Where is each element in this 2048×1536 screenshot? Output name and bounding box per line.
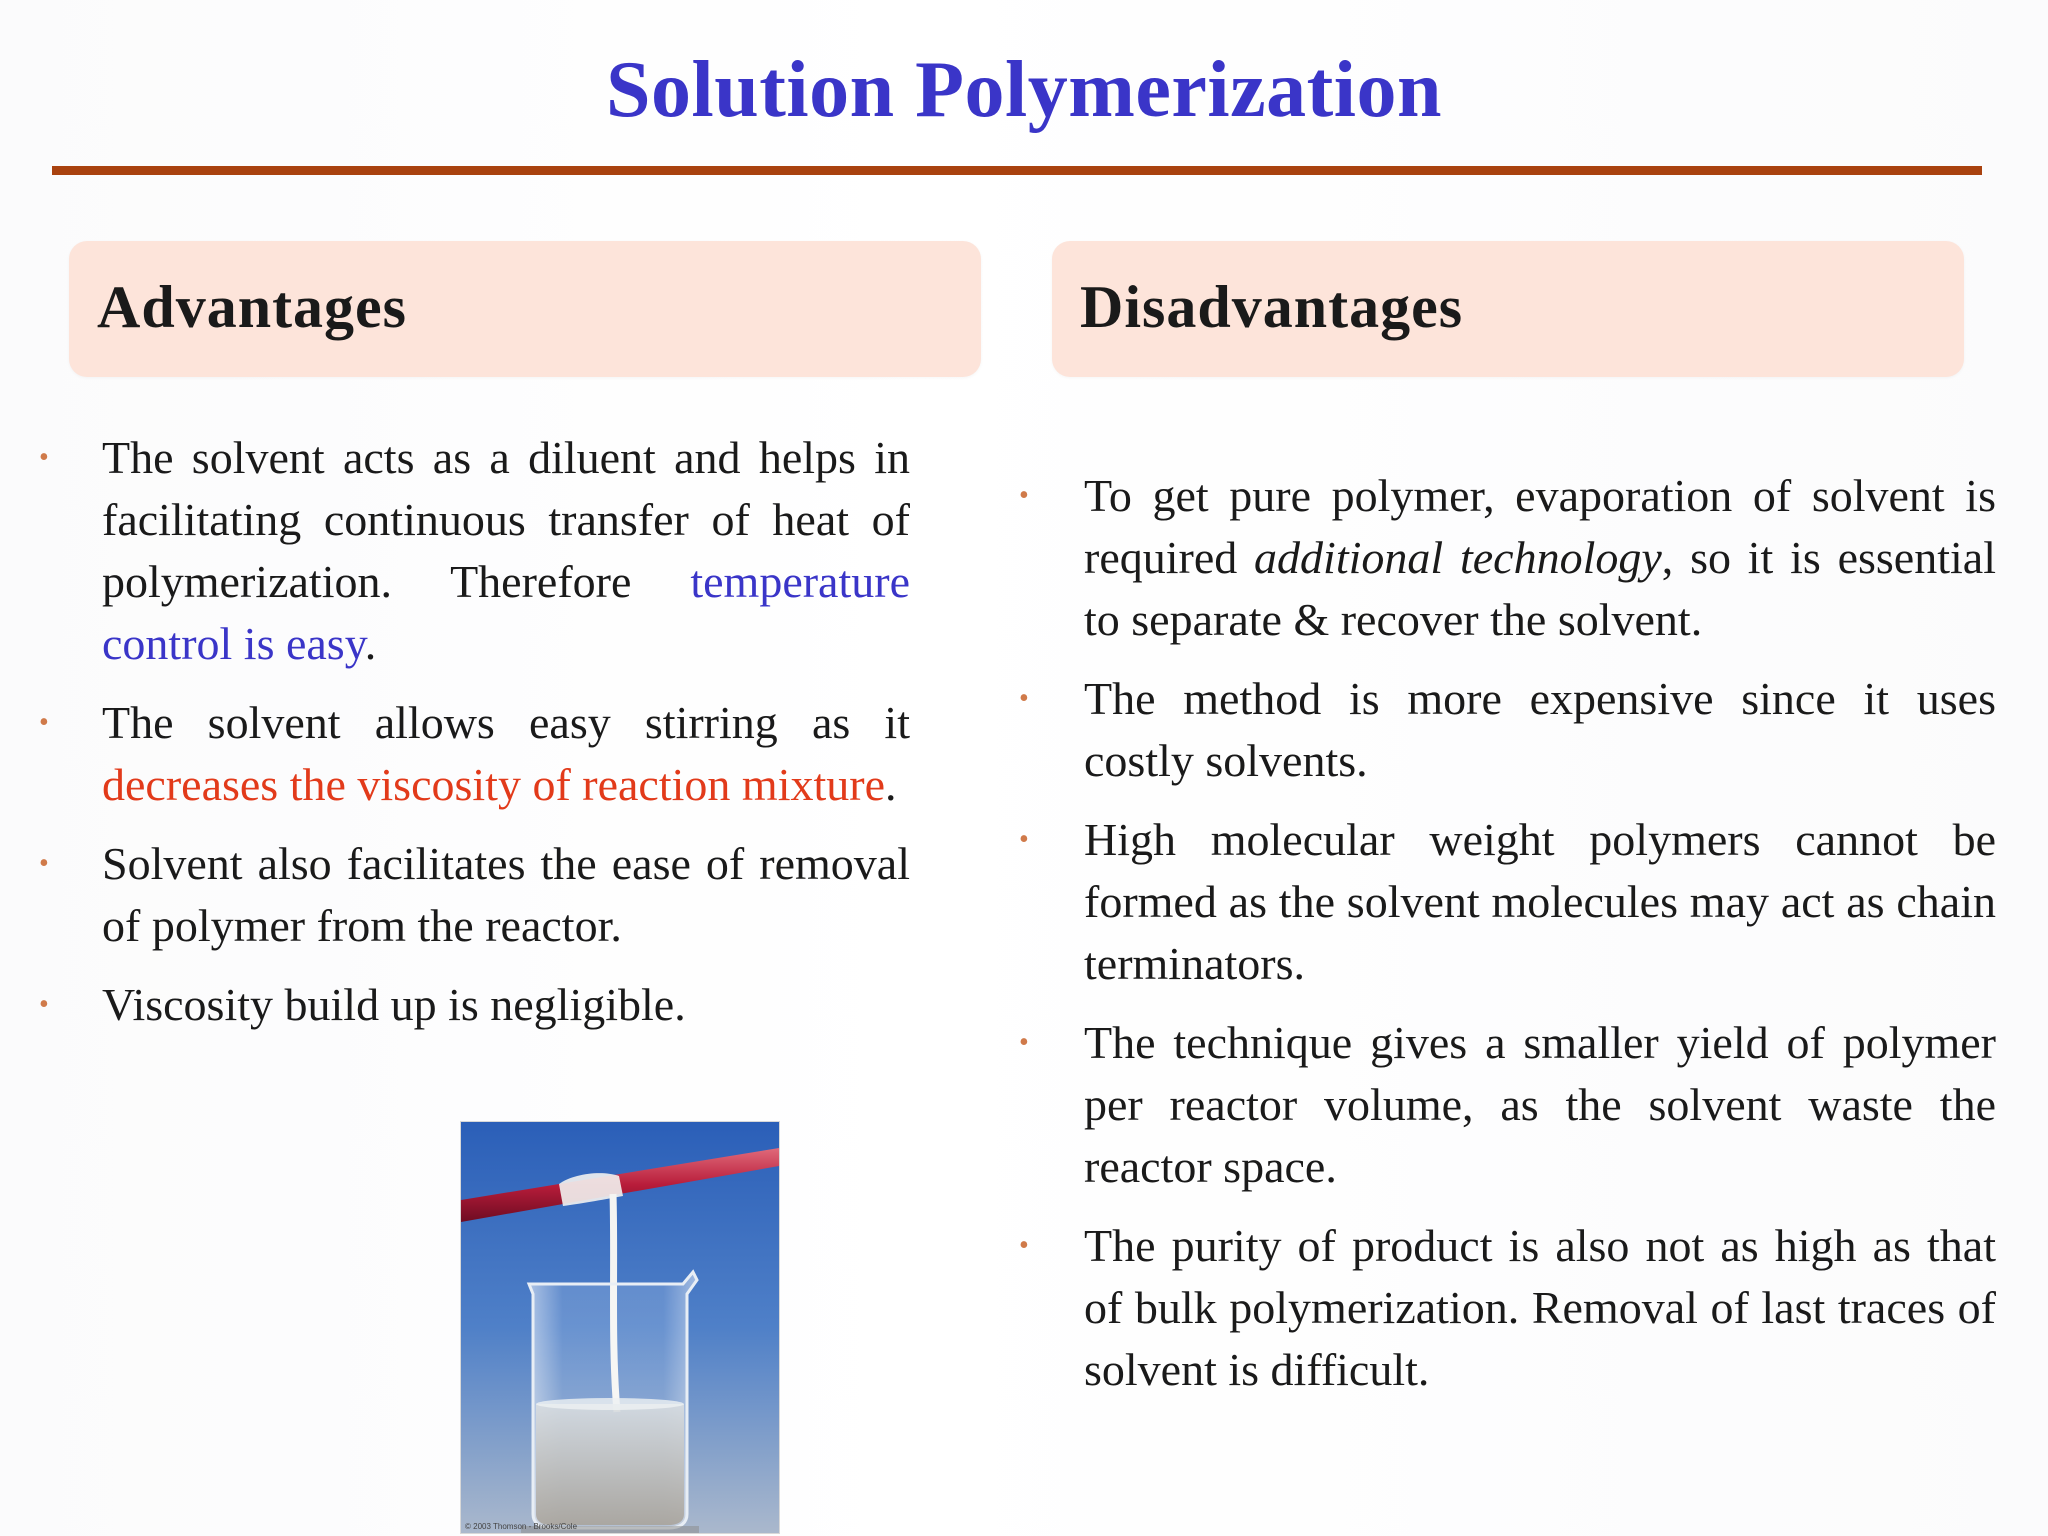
advantages-heading: Advantages [97, 274, 408, 340]
disadvantage-text-end: , so it is essential to separate & recover the solvent. [1084, 532, 1996, 645]
disadvantage-text: The technique gives a smaller yield of polymer per reactor volume, as the solvent waste the reactor space. [1084, 1017, 1996, 1192]
disadvantage-item [1019, 668, 1996, 792]
disadvantage-item [1019, 465, 1996, 651]
disadvantage-item [1019, 809, 1996, 995]
advantage-item [39, 974, 910, 1036]
bullet-icon: • [39, 707, 49, 738]
advantage-highlight: decreases the viscosity of reaction mixture [102, 759, 885, 810]
bullet-icon: • [39, 848, 49, 879]
polymer-beaker-photo [460, 1121, 780, 1534]
bullet-icon: • [1019, 824, 1029, 855]
disadvantage-item [1019, 1215, 1996, 1401]
advantage-text: Solvent also facilitates the ease of removal of polymer from the reactor. [102, 838, 910, 951]
disadvantage-text: High molecular weight polymers cannot be formed as the solvent molecules may act as chain terminators. [1084, 814, 1996, 989]
disadvantages-header [1052, 241, 1964, 377]
disadvantage-text: To get pure polymer, evaporation of solvent is required [1084, 470, 1996, 583]
bullet-icon: • [1019, 683, 1029, 714]
advantage-highlight: temperature control is easy [102, 556, 910, 669]
advantage-item [39, 427, 910, 675]
advantages-header [69, 241, 981, 377]
disadvantage-item [1019, 1012, 1996, 1198]
slide-title: Solution Polymerization [606, 46, 1442, 134]
title-divider [52, 166, 1982, 175]
bullet-icon: • [39, 989, 49, 1020]
advantage-text-end: . [364, 618, 377, 669]
advantage-item [39, 692, 910, 816]
bullet-icon: • [1019, 1027, 1029, 1058]
bullet-icon: • [1019, 480, 1029, 511]
advantage-item [39, 833, 910, 957]
disadvantages-heading: Disadvantages [1080, 274, 1464, 340]
advantage-text-end: . [885, 759, 897, 810]
disadvantage-emphasis: additional technology [1254, 532, 1662, 583]
disadvantage-text: The purity of product is also not as high as that of bulk polymerization. Removal of last traces of solvent is difficult. [1084, 1220, 1996, 1395]
advantage-text: The solvent allows easy stirring as it [102, 697, 910, 748]
bullet-icon: • [39, 442, 49, 473]
disadvantages-list [1019, 465, 1996, 1418]
disadvantage-text: The method is more expensive since it uses costly solvents. [1084, 673, 1996, 786]
photo-credit: © 2003 Thomson - Brooks/Cole [465, 1522, 578, 1531]
advantages-list [39, 427, 910, 1053]
bullet-icon: • [1019, 1230, 1029, 1261]
advantage-text: Viscosity build up is negligible. [102, 979, 686, 1030]
advantage-text: The solvent acts as a diluent and helps in facilitating continuous transfer of heat of polymerization. Therefore [102, 432, 910, 607]
